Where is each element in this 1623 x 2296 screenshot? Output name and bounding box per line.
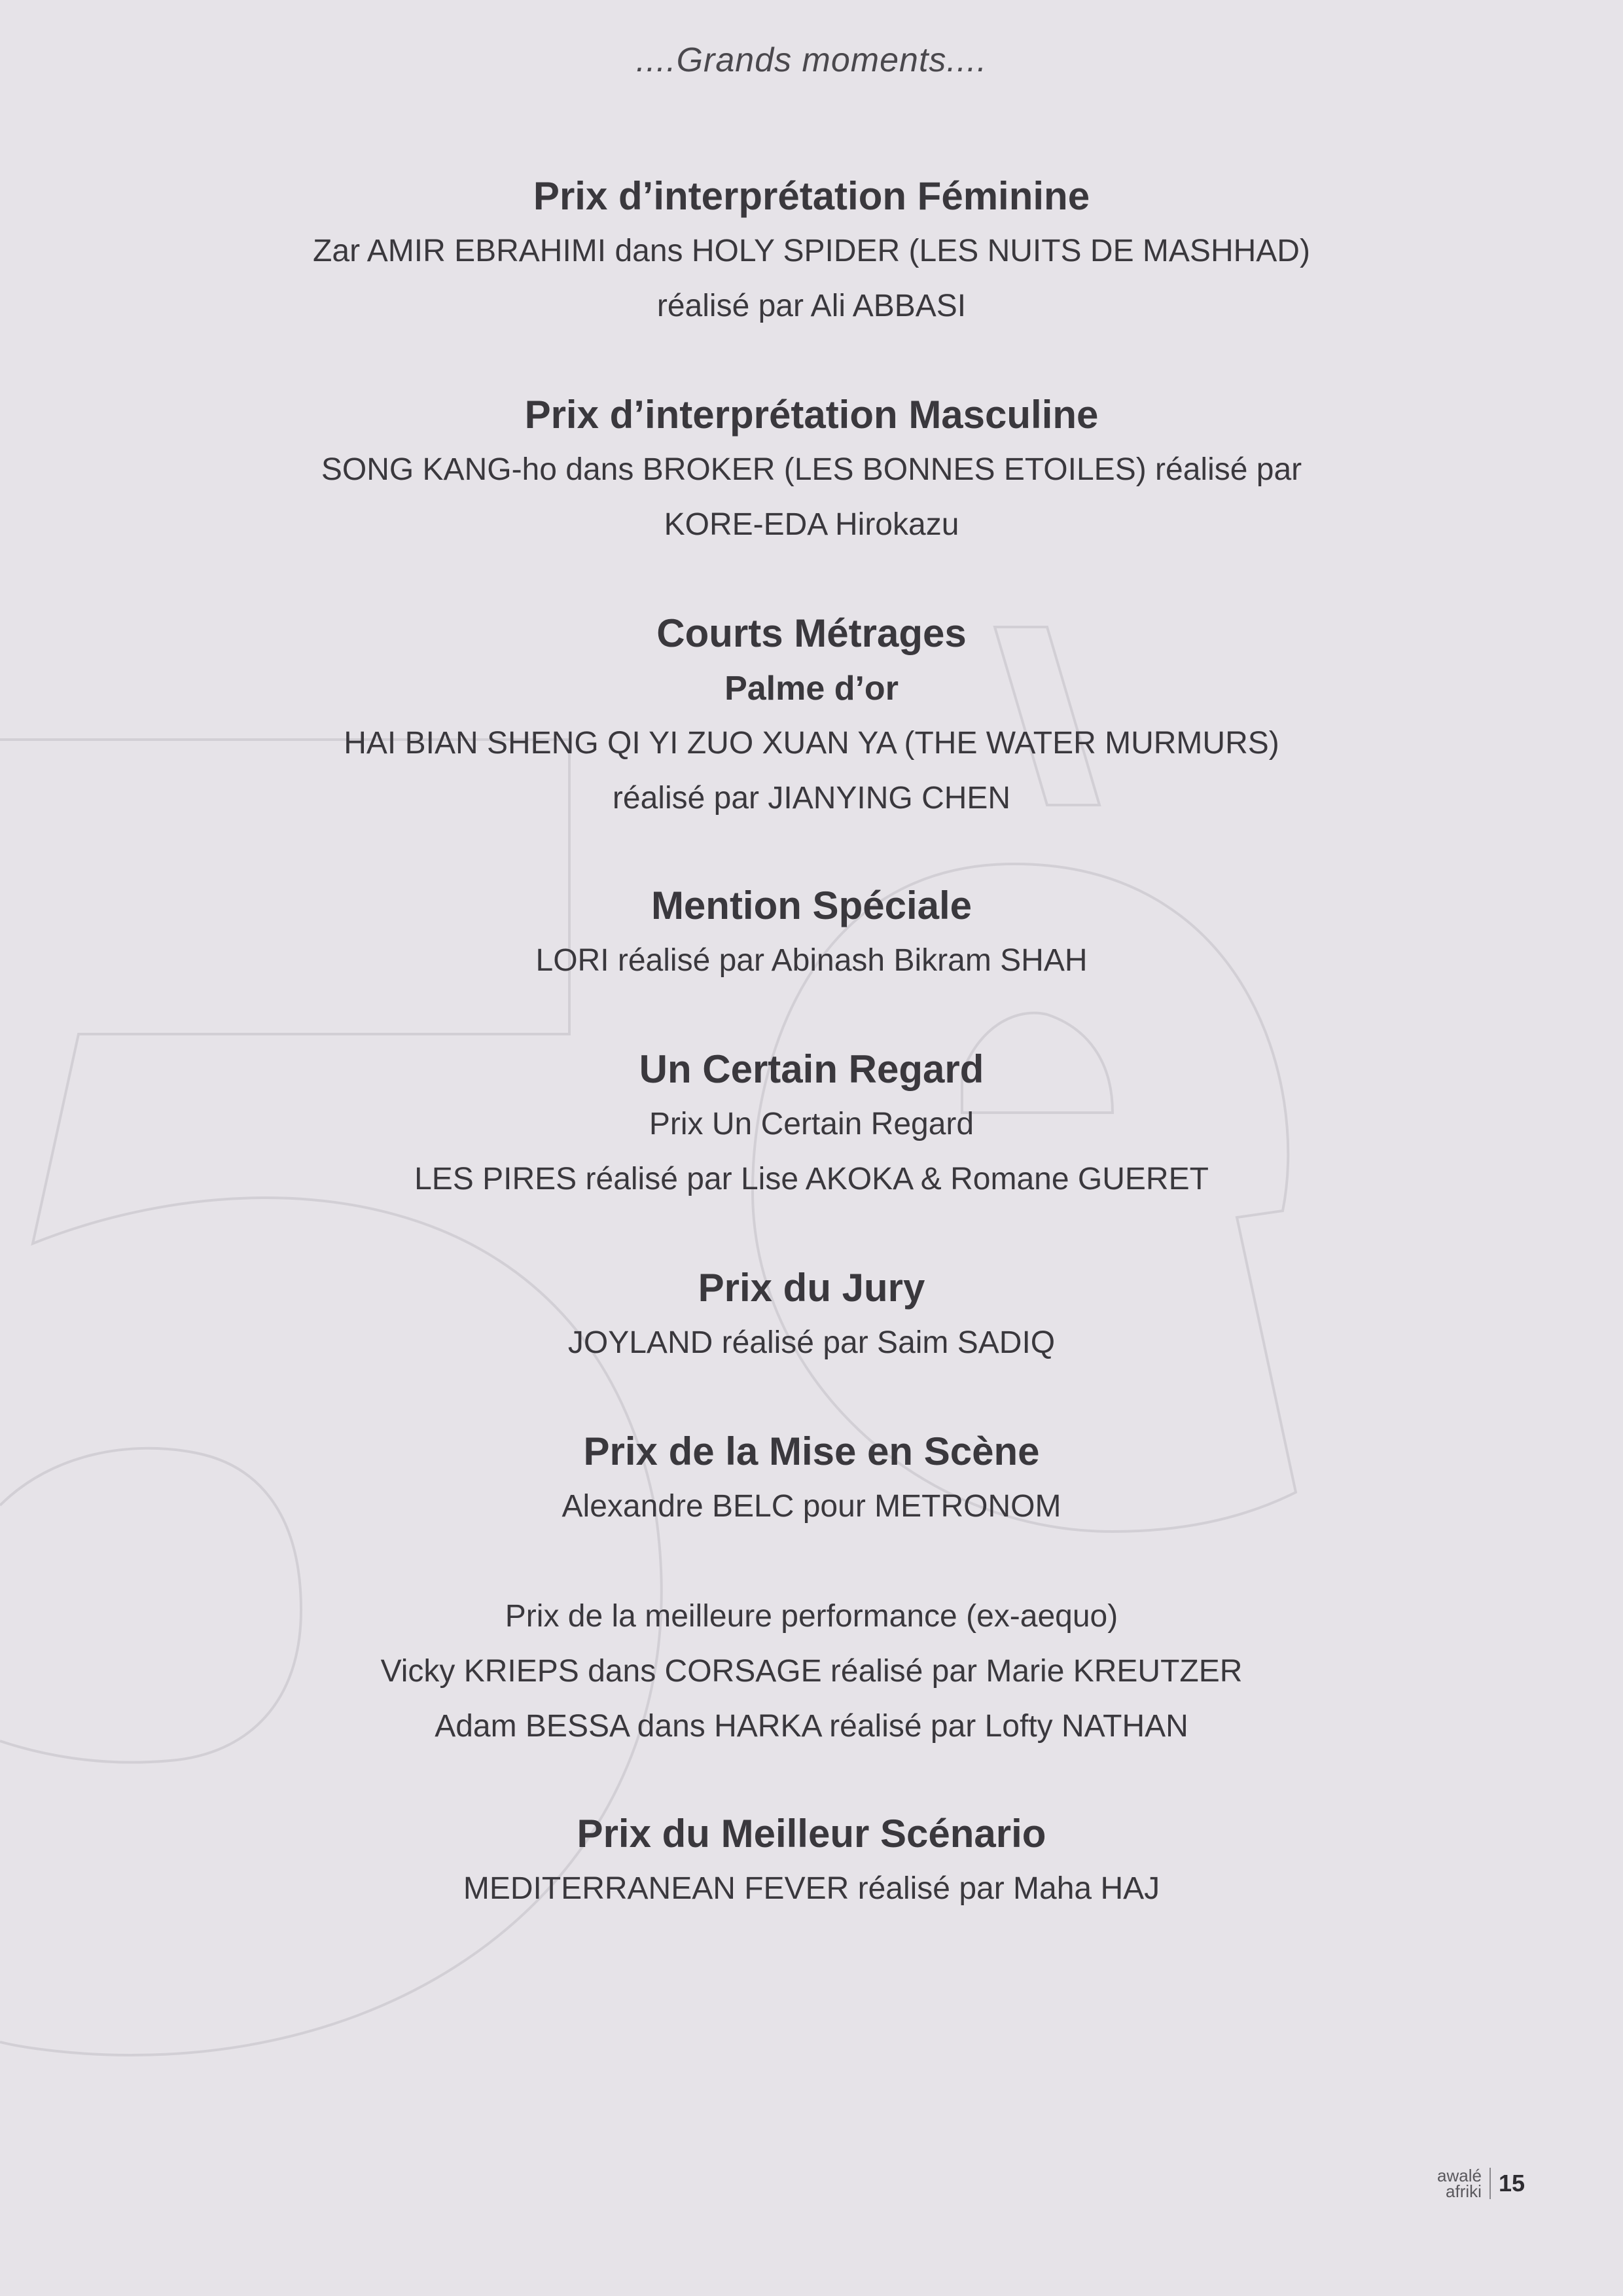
- footer-divider: [1489, 2168, 1491, 2199]
- award-short-films: [0, 606, 1623, 826]
- award-line: Adam BESSA dans HARKA réalisé par Lofty NATHAN: [435, 1709, 1188, 1744]
- award-line: Prix de la meilleure performance (ex-aequo): [505, 1599, 1118, 1634]
- award-un-certain-regard: [0, 1042, 1623, 1207]
- award-masculine: [0, 387, 1623, 552]
- award-title: Prix du Meilleur Scénario: [577, 1812, 1046, 1856]
- award-title: Prix de la Mise en Scène: [583, 1429, 1040, 1473]
- award-line: Zar AMIR EBRAHIMI dans HOLY SPIDER (LES NUITS DE MASHHAD): [313, 234, 1310, 268]
- brand-logo: [1437, 2168, 1482, 2199]
- award-jury: [0, 1261, 1623, 1371]
- award-line: MEDITERRANEAN FEVER réalisé par Maha HAJ: [463, 1871, 1160, 1906]
- award-title: Prix d’interprétation Masculine: [524, 393, 1099, 437]
- award-feminine: [0, 169, 1623, 334]
- award-line: réalisé par JIANYING CHEN: [612, 781, 1011, 816]
- award-line: HAI BIAN SHENG QI YI ZUO XUAN YA (THE WATER MURMURS): [344, 726, 1279, 761]
- brand-line: awalé: [1437, 2166, 1482, 2185]
- award-line: LES PIRES réalisé par Lise AKOKA & Romane GUERET: [414, 1162, 1209, 1196]
- award-line: SONG KANG-ho dans BROKER (LES BONNES ETOILES) réalisé par: [321, 452, 1302, 487]
- award-line: KORE-EDA Hirokazu: [664, 507, 959, 542]
- award-title: Mention Spéciale: [651, 884, 972, 927]
- award-title: Prix d’interprétation Féminine: [533, 174, 1090, 218]
- award-line: Prix Un Certain Regard: [649, 1107, 974, 1141]
- award-subtitle: Palme d’or: [724, 670, 899, 708]
- brand-line: afriki: [1446, 2181, 1482, 2201]
- award-special-mention: [0, 878, 1623, 988]
- award-line: réalisé par Ali ABBASI: [656, 289, 967, 323]
- award-line: Alexandre BELC pour METRONOM: [562, 1489, 1061, 1524]
- page-kicker: ....Grands moments....: [635, 41, 988, 79]
- award-title: Courts Métrages: [656, 611, 967, 655]
- award-best-performance: [0, 1589, 1623, 1754]
- award-line: LORI réalisé par Abinash Bikram SHAH: [535, 943, 1088, 978]
- page-footer: [1437, 2168, 1525, 2199]
- award-title: Un Certain Regard: [639, 1047, 984, 1091]
- award-line: JOYLAND réalisé par Saim SADIQ: [567, 1325, 1056, 1360]
- award-title: Prix du Jury: [698, 1266, 925, 1310]
- page-number: 15: [1498, 2170, 1525, 2197]
- award-best-screenplay: [0, 1806, 1623, 1916]
- award-line: Vicky KRIEPS dans CORSAGE réalisé par Marie KREUTZER: [380, 1654, 1243, 1689]
- award-mise-en-scene: [0, 1424, 1623, 1534]
